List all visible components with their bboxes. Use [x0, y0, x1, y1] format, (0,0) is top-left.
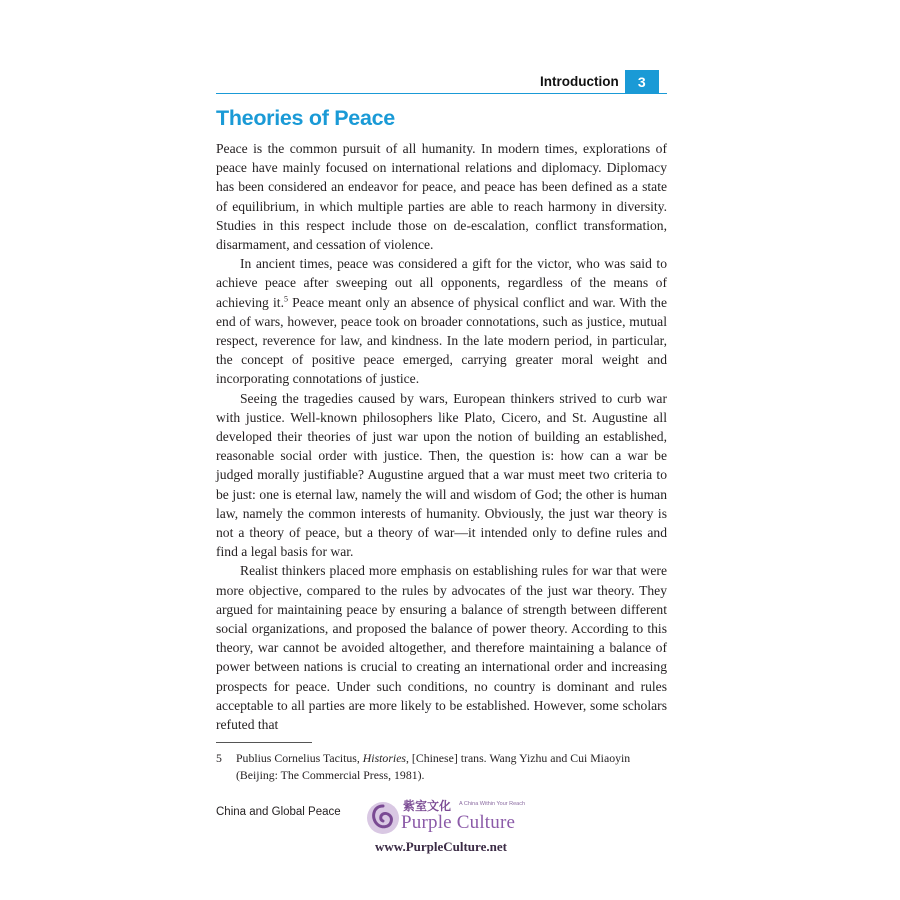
body-text — [216, 139, 667, 734]
paragraph-2 — [216, 254, 667, 388]
footnote-number: 5 — [216, 751, 222, 765]
watermark — [363, 796, 573, 856]
purple-culture-logo-icon — [365, 800, 401, 836]
header-rule — [216, 93, 667, 94]
footnote-ref: 5 — [283, 294, 288, 304]
page-number: 3 — [625, 70, 659, 93]
paragraph-4: Realist thinkers placed more emphasis on establishing rules for war that were more objective, compared to the rules by advocates of the just war theory. They argued for maintaining peace by ensuring a balance of strength between different social organizations, and proposed the balance of power theory. According to this theory, war cannot be avoided altogether, and therefore maintaining a balance of power between nations is crucial to creating an international order and increasing prospects for peace. Under such conditions, no country is dominant and rules acceptable to all parties are more likely to be established. However, some scholars refuted that — [216, 563, 667, 733]
paragraph-1: Peace is the common pursuit of all humanity. In modern times, explorations of peace have mainly focused on international relations and diplomacy. Diplomacy has been considered an endeavor for peace, and peace has been defined as a state of equilibrium, in which multiple parties are able to reach harmony in diversity. Studies in this respect include those on de-escalation, conflict transformation, disarmament, and cessation of violence. — [216, 141, 667, 253]
paragraph-2-part-1: In ancient times, peace was considered a gift for the victor, who was said to achieve peace after sweeping out all opponents, regardless of the means of achieving it. — [216, 256, 667, 310]
paragraph-2-part-2: Peace meant only an absence of physical conflict and war. With the end of wars, however, peace took on broader connotations, such as justice, mutual respect, reverence for law, and kindness. In the late modern period, in particular, the concept of positive peace emerged, carrying greater moral weight and incorporating connotations of justice. — [216, 294, 667, 387]
footnote-line-1 — [236, 751, 630, 765]
footnote-rest: , [Chinese] trans. Wang Yizhu and Cui Miaoyin — [406, 751, 631, 765]
footnote-line-2: (Beijing: The Commercial Press, 1981). — [236, 767, 425, 782]
paragraph-3: Seeing the tragedies caused by wars, European thinkers strived to curb war with justice. Well-known philosophers like Plato, Cicero, and St. Augustine all developed their theories of just war upon the notion of building an established, reasonable social order with justice. Then, the question is: how can a war be judged morally justifiable? Augustine argued that a war must meet two criteria to be just: one is eternal law, namely the will and wisdom of God; the other is human law, namely the common interests of humanity. Obviously, the just war theory is not a theory of peace, but a theory of war—it intended only to define rules and find a legal basis for war. — [216, 390, 667, 560]
footnote-author: Publius Cornelius Tacitus, — [236, 751, 363, 765]
section-heading: Theories of Peace — [216, 106, 395, 130]
footnote — [216, 750, 667, 783]
section-title: Introduction — [540, 74, 619, 89]
running-head — [540, 70, 659, 93]
running-foot: China and Global Peace — [216, 806, 341, 818]
watermark-chinese-name: 紫室文化 — [403, 799, 452, 813]
footnote-title: Histories — [362, 751, 407, 765]
watermark-url: www.PurpleCulture.net — [375, 839, 507, 854]
footnote-rule — [216, 742, 312, 743]
watermark-brand: Purple Culture — [401, 812, 516, 833]
watermark-tagline: A China Within Your Reach — [459, 801, 526, 807]
